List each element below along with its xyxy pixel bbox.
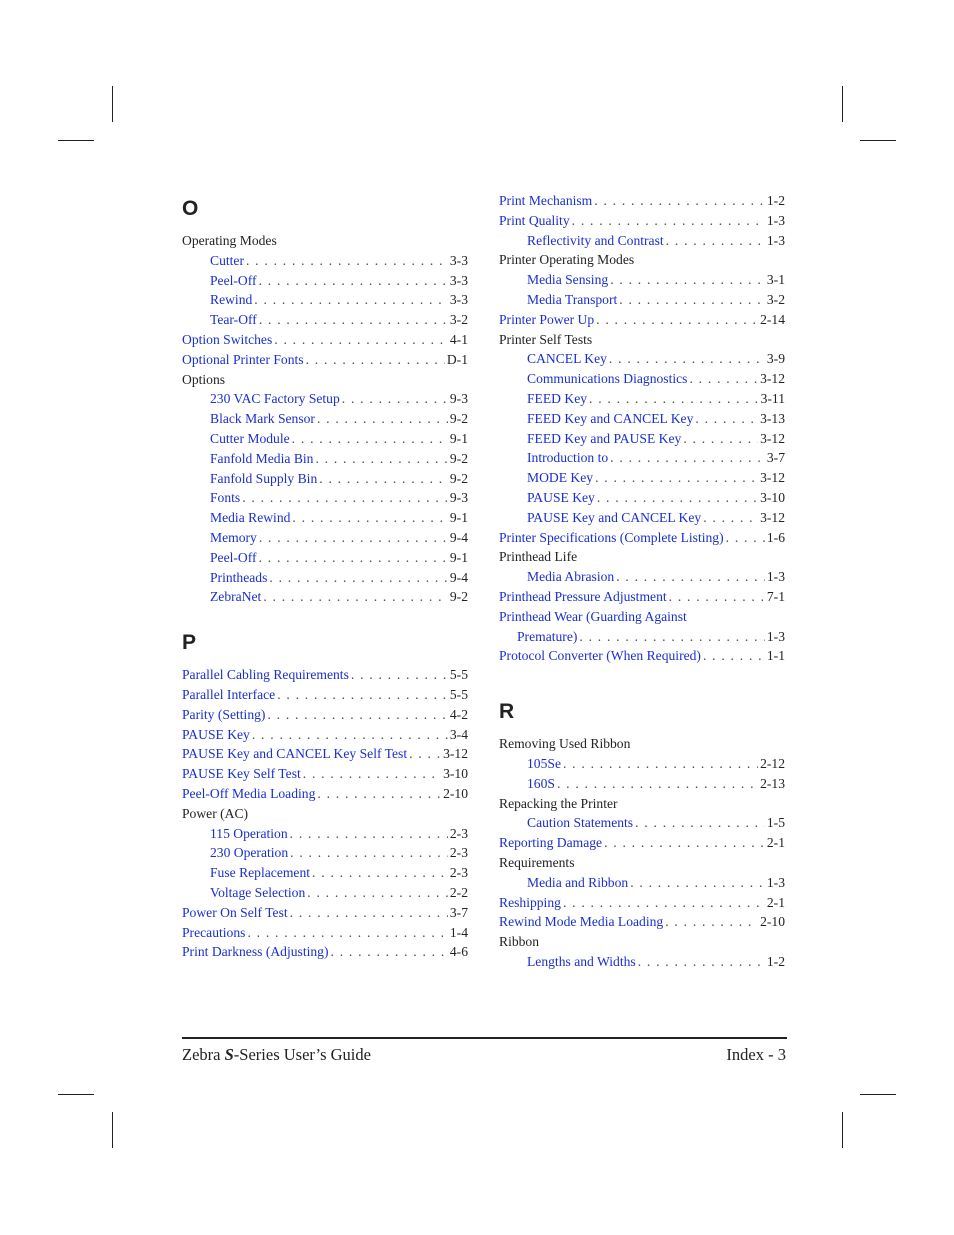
dot-leader	[594, 191, 765, 211]
index-entry-term: Lengths and Widths	[527, 953, 636, 969]
index-entry[interactable]	[499, 389, 785, 409]
dot-leader	[695, 409, 758, 429]
dot-leader	[290, 903, 448, 923]
index-entry-term: Repacking the Printer	[499, 795, 618, 811]
index-entry-page: 2-3	[449, 865, 468, 881]
dot-leader	[703, 508, 758, 528]
index-entry-term: FEED Key	[527, 390, 588, 406]
index-entry[interactable]	[182, 685, 468, 705]
index-entry[interactable]	[182, 548, 468, 568]
index-entry[interactable]	[499, 754, 785, 774]
dot-leader	[247, 923, 447, 943]
index-entry-term: PAUSE Key Self Test	[182, 766, 301, 782]
dot-leader	[409, 744, 441, 764]
dot-leader	[317, 784, 441, 804]
index-entry-page: 1-2	[766, 193, 785, 208]
index-entry[interactable]	[499, 774, 785, 794]
index-entry[interactable]	[182, 429, 468, 449]
index-entry-term: Precautions	[182, 924, 246, 940]
index-entry-page: 1-2	[766, 953, 785, 969]
index-entry-term: Print Mechanism	[499, 193, 593, 208]
index-entry-term: Cutter	[210, 252, 244, 268]
dot-leader	[254, 290, 448, 310]
dot-leader	[572, 211, 765, 231]
index-entry-term: Fanfold Media Bin	[210, 450, 314, 466]
index-entry-page: 9-2	[449, 470, 468, 486]
index-entry-term: FEED Key and PAUSE Key	[527, 430, 682, 446]
dot-leader	[616, 567, 765, 587]
footer-page-number: Index - 3	[726, 1045, 786, 1064]
dot-leader	[259, 548, 448, 568]
section-r-entries	[499, 734, 785, 972]
index-entry[interactable]	[182, 843, 468, 863]
index-entry[interactable]	[499, 369, 785, 389]
dot-leader	[292, 429, 448, 449]
index-entry-term: Printer Power Up	[499, 311, 595, 327]
index-entry[interactable]	[182, 863, 468, 883]
crop-mark	[860, 140, 896, 141]
section-letter-o: O	[182, 197, 199, 220]
index-entry[interactable]	[182, 389, 468, 409]
index-entry[interactable]	[182, 290, 468, 310]
index-entry-term: Fuse Replacement	[210, 865, 311, 881]
index-entry[interactable]	[499, 191, 785, 211]
dot-leader	[292, 508, 447, 528]
dot-leader	[290, 824, 448, 844]
index-entry-term: ZebraNet	[210, 589, 262, 605]
index-entry-page: 3-11	[760, 390, 785, 406]
index-entry-page: 3-1	[766, 272, 785, 288]
index-entry-term: Parity (Setting)	[182, 706, 266, 722]
dot-leader	[669, 587, 765, 607]
index-entry-term: Media and Ribbon	[527, 874, 629, 890]
index-entry-page: 1-3	[766, 232, 785, 248]
index-entry[interactable]	[499, 211, 785, 231]
index-entry-term: Tear-Off	[210, 312, 257, 328]
index-entry-term: Parallel Interface	[182, 686, 276, 702]
index-entry[interactable]	[182, 251, 468, 271]
index-entry-page: 9-1	[449, 549, 468, 565]
dot-leader	[307, 883, 448, 903]
index-entry-term: Caution Statements	[527, 815, 634, 831]
dot-leader	[610, 270, 765, 290]
index-entry[interactable]	[499, 231, 785, 251]
footer-series-letter: S	[224, 1045, 234, 1064]
dot-leader	[666, 231, 765, 251]
dot-leader	[595, 468, 758, 488]
index-entry-page: 9-2	[449, 411, 468, 427]
index-entry-page: 2-1	[766, 894, 785, 910]
index-entry-term: Voltage Selection	[210, 884, 306, 900]
index-entry-term: Parallel Cabling Requirements	[182, 667, 349, 683]
index-entry-term: Reshipping	[499, 894, 561, 910]
dot-leader	[303, 764, 441, 784]
index-entry-term: Reporting Damage	[499, 835, 603, 851]
index-entry-page: 3-12	[760, 430, 785, 446]
index-entry[interactable]	[499, 448, 785, 468]
index-entry-page: 9-2	[449, 589, 468, 605]
index-entry-term: Rewind Mode Media Loading	[499, 914, 664, 930]
index-entry-page: 4-6	[449, 944, 468, 960]
index-entry-term: Media Sensing	[527, 272, 609, 288]
index-entry-term: 230 Operation	[210, 845, 289, 861]
index-entry-page: 1-5	[766, 815, 785, 831]
index-entry-page: 3-9	[766, 351, 785, 367]
index-entry-page: D-1	[446, 351, 468, 367]
index-entry-page: 1-3	[766, 569, 785, 585]
index-entry-page: 9-3	[449, 391, 468, 407]
crop-mark	[860, 1094, 896, 1095]
index-entry[interactable]	[182, 824, 468, 844]
crop-mark	[842, 86, 843, 122]
index-entry-term: CANCEL Key	[527, 351, 607, 367]
index-entry-page: 3-3	[449, 252, 468, 268]
dot-leader	[635, 813, 765, 833]
index-entry[interactable]	[499, 646, 785, 666]
dot-leader	[277, 685, 448, 705]
index-entry[interactable]	[182, 508, 468, 528]
index-entry[interactable]	[182, 587, 468, 607]
index-entry-term: Printhead Pressure Adjustment	[499, 588, 667, 604]
index-entry-page: 2-1	[766, 835, 785, 851]
index-entry-term: Protocol Converter (When Required)	[499, 648, 701, 664]
index-entry-term: Ribbon	[499, 934, 540, 950]
index-entry[interactable]	[499, 270, 785, 290]
index-entry-page: 9-1	[449, 430, 468, 446]
dot-leader	[726, 528, 765, 548]
index-entry	[182, 804, 468, 824]
index-entry-page: 1-3	[766, 212, 785, 228]
index-entry[interactable]	[182, 271, 468, 291]
dot-leader	[290, 843, 448, 863]
index-entry-term: PAUSE Key	[182, 726, 250, 742]
index-entry	[499, 932, 785, 952]
index-entry-page: 3-10	[443, 766, 468, 782]
index-entry-term: Print Quality	[499, 212, 570, 228]
index-entry-term: Fanfold Supply Bin	[210, 470, 318, 486]
index-entry-term: Print Darkness (Adjusting)	[182, 944, 329, 960]
dot-leader	[259, 310, 448, 330]
index-entry-term: MODE Key	[527, 470, 594, 486]
index-entry-page: 1-6	[766, 529, 785, 545]
index-entry[interactable]	[499, 607, 785, 627]
dot-leader	[259, 271, 448, 291]
index-entry-term: Options	[182, 371, 226, 387]
index-entry-term: Peel-Off	[210, 272, 257, 288]
dot-leader	[252, 725, 448, 745]
dot-leader	[351, 665, 448, 685]
index-entry-term: Memory	[210, 529, 257, 545]
dot-leader	[579, 627, 764, 647]
section-p-continued-entries	[499, 191, 785, 666]
dot-leader	[619, 290, 765, 310]
index-entry[interactable]	[182, 330, 468, 350]
index-entry-term: 105Se	[527, 755, 561, 771]
dot-leader	[610, 448, 765, 468]
dot-leader	[259, 528, 448, 548]
index-entry[interactable]	[499, 587, 785, 607]
index-entry	[499, 734, 785, 754]
index-entry[interactable]	[499, 528, 785, 548]
index-column-left	[182, 191, 468, 962]
index-entry[interactable]	[499, 409, 785, 429]
index-entry[interactable]	[182, 725, 468, 745]
index-entry-term: Printer Specifications (Complete Listing)	[499, 529, 724, 545]
index-entry-term: Peel-Off Media Loading	[182, 785, 316, 801]
dot-leader	[703, 646, 765, 666]
index-entry-page: 9-1	[449, 510, 468, 526]
dot-leader	[609, 349, 765, 369]
dot-leader	[557, 774, 758, 794]
dot-leader	[312, 863, 448, 883]
index-entry[interactable]	[499, 429, 785, 449]
index-entry[interactable]	[182, 665, 468, 685]
index-entry[interactable]	[182, 883, 468, 903]
index-entry[interactable]	[182, 568, 468, 588]
index-entry[interactable]	[182, 449, 468, 469]
index-entry-term: PAUSE Key and CANCEL Key	[527, 509, 702, 525]
index-entry-page: 9-2	[449, 450, 468, 466]
index-entry-term: Printer Operating Modes	[499, 252, 635, 268]
dot-leader	[638, 952, 765, 972]
index-entry-page: 9-4	[449, 529, 468, 545]
index-entry-page: 3-7	[449, 904, 468, 920]
index-entry-term: 160S	[527, 775, 555, 791]
index-entry[interactable]	[499, 627, 785, 647]
index-entry-page: 9-3	[449, 490, 468, 506]
dot-leader	[263, 587, 448, 607]
dot-leader	[596, 310, 758, 330]
index-entry-page: 2-3	[449, 825, 468, 841]
dot-leader	[315, 449, 447, 469]
index-entry-page: 5-5	[449, 667, 468, 683]
index-entry-page: 3-13	[760, 410, 785, 426]
index-entry-page: 2-14	[760, 311, 785, 327]
index-entry-page: 4-2	[449, 706, 468, 722]
index-entry[interactable]	[499, 952, 785, 972]
index-entry-page: 3-12	[760, 371, 785, 387]
index-column-right	[499, 191, 785, 972]
index-entry[interactable]	[182, 310, 468, 330]
index-entry-term: FEED Key and CANCEL Key	[527, 410, 694, 426]
index-entry[interactable]	[182, 409, 468, 429]
index-entry	[182, 370, 468, 390]
index-entry	[499, 794, 785, 814]
index-entry-term: Black Mark Sensor	[210, 411, 315, 427]
index-entry-term: Fonts	[210, 490, 241, 506]
index-entry-term: Cutter Module	[210, 430, 290, 446]
index-entry-term: Reflectivity and Contrast	[527, 232, 664, 248]
dot-leader	[630, 873, 765, 893]
section-gap	[499, 666, 785, 694]
index-entry-page: 3-2	[766, 291, 785, 307]
index-entry-page: 4-1	[449, 331, 468, 347]
footer-rule	[182, 1037, 787, 1039]
dot-leader	[589, 389, 759, 409]
dot-leader	[331, 942, 448, 962]
index-entry-term: Premature)	[517, 628, 578, 644]
section-letter-r: R	[499, 700, 515, 724]
index-entry-page: 2-10	[443, 785, 468, 801]
index-entry-term: Introduction to	[527, 450, 609, 466]
crop-mark	[112, 1112, 113, 1148]
dot-leader	[246, 251, 448, 271]
index-entry[interactable]	[499, 508, 785, 528]
section-letter-p: P	[182, 631, 197, 655]
index-entry[interactable]	[182, 488, 468, 508]
index-entry[interactable]	[499, 873, 785, 893]
index-entry-page: 3-10	[760, 489, 785, 505]
index-entry[interactable]	[182, 764, 468, 784]
index-entry-term: Media Rewind	[210, 510, 291, 526]
index-entry[interactable]	[182, 350, 468, 370]
index-entry-page: 1-3	[766, 874, 785, 890]
dot-leader	[317, 409, 448, 429]
index-entry-term: Requirements	[499, 854, 575, 870]
index-entry-page: 3-12	[760, 509, 785, 525]
index-entry-page: 2-2	[449, 884, 468, 900]
dot-leader	[597, 488, 758, 508]
index-entry[interactable]	[182, 784, 468, 804]
index-entry	[499, 547, 785, 567]
index-entry-term: PAUSE Key	[527, 489, 595, 505]
index-entry-term: 230 VAC Factory Setup	[210, 391, 340, 407]
index-entry-term: 115 Operation	[210, 825, 288, 841]
index-entry-page: 1-4	[449, 924, 468, 940]
index-entry-page: 5-5	[449, 686, 468, 702]
crop-mark	[58, 140, 94, 141]
index-entry[interactable]	[499, 567, 785, 587]
index-entry[interactable]	[182, 744, 468, 764]
index-entry	[499, 853, 785, 873]
index-entry-term: Printhead Life	[499, 549, 578, 565]
index-entry-term: Printer Self Tests	[499, 331, 593, 347]
dot-leader	[319, 469, 448, 489]
index-entry[interactable]	[499, 349, 785, 369]
dot-leader	[689, 369, 758, 389]
index-entry-page: 7-1	[766, 588, 785, 604]
index-entry-page: 1-3	[766, 628, 785, 644]
dot-leader	[342, 389, 448, 409]
index-entry-term: Media Abrasion	[527, 569, 615, 585]
crop-mark	[58, 1094, 94, 1095]
index-entry[interactable]	[499, 488, 785, 508]
index-entry-term: Removing Used Ribbon	[499, 736, 631, 752]
index-entry-page: 3-3	[449, 272, 468, 288]
index-entry-term: PAUSE Key and CANCEL Key Self Test	[182, 746, 408, 762]
index-entry-page: 3-7	[766, 450, 785, 466]
index-entry[interactable]	[182, 705, 468, 725]
index-entry	[182, 231, 468, 251]
index-entry[interactable]	[182, 903, 468, 923]
index-entry-term: Rewind	[210, 292, 253, 308]
index-entry[interactable]	[499, 893, 785, 913]
index-entry[interactable]	[499, 310, 785, 330]
index-entry[interactable]	[499, 813, 785, 833]
index-entry[interactable]	[182, 469, 468, 489]
section-p-entries	[182, 665, 468, 962]
index-entry-term: Printheads	[210, 569, 268, 585]
footer-brand: Zebra	[182, 1045, 225, 1064]
index-entry	[499, 250, 785, 270]
dot-leader	[604, 833, 765, 853]
dot-leader	[665, 912, 758, 932]
crop-mark	[112, 86, 113, 122]
index-entry[interactable]	[499, 833, 785, 853]
index-entry-page: 3-3	[449, 292, 468, 308]
index-entry	[499, 330, 785, 350]
index-entry-page: 2-12	[760, 755, 785, 771]
index-entry-term: Power On Self Test	[182, 904, 288, 920]
dot-leader	[563, 754, 758, 774]
index-entry[interactable]	[182, 942, 468, 962]
section-o-entries	[182, 231, 468, 607]
index-entry-page: 9-4	[449, 569, 468, 585]
index-entry-term: Printhead Wear (Guarding Against	[499, 608, 687, 624]
index-entry-page: 1-1	[766, 648, 785, 664]
dot-leader	[242, 488, 448, 508]
index-entry-term: Peel-Off	[210, 549, 257, 565]
index-entry-term: Operating Modes	[182, 233, 277, 248]
index-entry-page: 3-12	[760, 470, 785, 486]
dot-leader	[563, 893, 765, 913]
index-entry[interactable]	[499, 468, 785, 488]
dot-leader	[267, 705, 447, 725]
index-entry[interactable]	[499, 912, 785, 932]
dot-leader	[274, 330, 448, 350]
index-entry-term: Power (AC)	[182, 805, 249, 821]
crop-mark	[842, 1112, 843, 1148]
index-entry-page: 2-13	[760, 775, 785, 791]
index-entry[interactable]	[499, 290, 785, 310]
dot-leader	[269, 568, 447, 588]
footer-guide-title	[182, 1045, 371, 1065]
index-entry-term: Communications Diagnostics	[527, 371, 688, 387]
index-entry[interactable]	[182, 528, 468, 548]
dot-leader	[306, 350, 445, 370]
index-entry[interactable]	[182, 923, 468, 943]
dot-leader	[683, 429, 758, 449]
index-entry-page: 3-2	[449, 312, 468, 328]
index-entry-page: 2-10	[760, 914, 785, 930]
index-entry-page: 2-3	[449, 845, 468, 861]
index-entry-term: Media Transport	[527, 291, 618, 307]
footer-guide-rest: -Series User’s Guide	[233, 1045, 371, 1064]
index-entry-page: 3-12	[443, 746, 468, 762]
index-entry-page: 3-4	[449, 726, 468, 742]
index-entry-term: Optional Printer Fonts	[182, 351, 304, 367]
section-gap	[182, 607, 468, 625]
index-entry-term: Option Switches	[182, 331, 273, 347]
